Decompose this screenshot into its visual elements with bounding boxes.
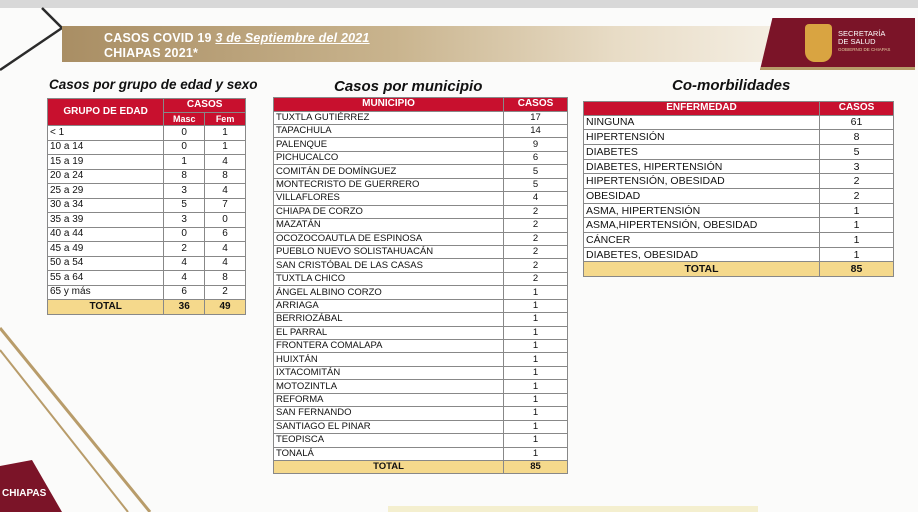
table-cell: 20 a 24 — [48, 169, 164, 184]
table-cell: 50 a 54 — [48, 256, 164, 271]
table-cell: 45 a 49 — [48, 242, 164, 257]
table-cell: 30 a 34 — [48, 198, 164, 213]
table-row — [584, 159, 894, 174]
table-cell: HIPERTENSIÓN — [584, 130, 820, 145]
table-cell: 9 — [504, 138, 568, 151]
table-cell: PUEBLO NUEVO SOLISTAHUACÁN — [274, 245, 504, 258]
table-cell: 5 — [504, 165, 568, 178]
table-cell: 0 — [205, 213, 246, 228]
table-cell: 2 — [504, 245, 568, 258]
table-cell: 55 a 64 — [48, 271, 164, 286]
table-row — [274, 165, 568, 178]
table-cell: 2 — [164, 242, 205, 257]
table-cell: 1 — [820, 203, 894, 218]
table-cell: 2 — [504, 232, 568, 245]
table-cell: HUIXTÁN — [274, 353, 504, 366]
table-cell: 4 — [205, 256, 246, 271]
table-row — [274, 340, 568, 353]
municipio-title: Casos por municipio — [334, 78, 483, 95]
age-sex-table — [47, 98, 246, 315]
table-cell: IXTACOMITÁN — [274, 366, 504, 379]
table-cell: 1 — [504, 353, 568, 366]
municipio-total-row: TOTAL 85 — [274, 460, 568, 473]
table-row — [48, 155, 246, 170]
table-cell: BERRIOZÁBAL — [274, 313, 504, 326]
table-cell: ASMA,HIPERTENSIÓN, OBESIDAD — [584, 218, 820, 233]
table-cell: 1 — [205, 140, 246, 155]
table-cell: REFORMA — [274, 393, 504, 406]
table-cell: OBESIDAD — [584, 189, 820, 204]
table-cell: 0 — [164, 140, 205, 155]
comorbilidades-total-row: TOTAL 85 — [584, 262, 894, 277]
municipio-table — [273, 97, 568, 474]
table-row — [274, 407, 568, 420]
table-cell: 1 — [504, 340, 568, 353]
col-header-fem: Fem — [205, 112, 246, 126]
table-cell: 35 a 39 — [48, 213, 164, 228]
table-cell: 40 a 44 — [48, 227, 164, 242]
table-cell: 15 a 19 — [48, 155, 164, 170]
table-cell: CHIAPA DE CORZO — [274, 205, 504, 218]
table-row — [274, 245, 568, 258]
table-row — [584, 115, 894, 130]
table-row — [584, 174, 894, 189]
table-cell: 8 — [820, 130, 894, 145]
table-cell: 5 — [164, 198, 205, 213]
table-row — [48, 126, 246, 141]
table-cell: 3 — [820, 159, 894, 174]
table-row — [274, 219, 568, 232]
table-row — [274, 299, 568, 312]
table-cell: TEOPISCA — [274, 434, 504, 447]
table-row — [274, 420, 568, 433]
comorbilidades-table — [583, 101, 894, 277]
table-row — [48, 256, 246, 271]
table-cell: HIPERTENSIÓN, OBESIDAD — [584, 174, 820, 189]
table-row — [274, 178, 568, 191]
table-row — [274, 259, 568, 272]
table-row — [584, 233, 894, 248]
table-cell: 1 — [504, 407, 568, 420]
table-row — [274, 326, 568, 339]
col-header-cases: CASOS — [504, 98, 568, 112]
table-cell: 7 — [205, 198, 246, 213]
table-row — [48, 169, 246, 184]
table-cell: VILLAFLORES — [274, 192, 504, 205]
table-cell: ARRIAGA — [274, 299, 504, 312]
table-cell: TAPACHULA — [274, 125, 504, 138]
table-cell: 4 — [164, 271, 205, 286]
table-row — [584, 144, 894, 159]
table-cell: 2 — [820, 189, 894, 204]
table-row — [584, 247, 894, 262]
report-date: 3 de Septiembre del 2021 — [215, 31, 370, 45]
table-row — [48, 285, 246, 300]
table-row — [274, 111, 568, 124]
table-cell: 1 — [504, 434, 568, 447]
table-cell: 1 — [164, 155, 205, 170]
table-row — [274, 205, 568, 218]
table-row — [274, 232, 568, 245]
table-row — [274, 434, 568, 447]
chiapas-brand-logo: CHIAPAS — [2, 488, 47, 499]
table-cell: SAN FERNANDO — [274, 407, 504, 420]
col-header-masc: Masc — [164, 112, 205, 126]
col-header-enfermedad: ENFERMEDAD — [584, 102, 820, 116]
table-row — [274, 393, 568, 406]
col-header-cases: CASOS — [820, 102, 894, 116]
table-cell: ASMA, HIPERTENSIÓN — [584, 203, 820, 218]
table-cell: 2 — [504, 205, 568, 218]
table-row — [48, 213, 246, 228]
table-cell: 1 — [820, 247, 894, 262]
table-cell: DIABETES, HIPERTENSIÓN — [584, 159, 820, 174]
table-cell: 1 — [504, 313, 568, 326]
table-row — [274, 353, 568, 366]
col-header-cases: CASOS — [164, 99, 246, 113]
table-cell: TONALÁ — [274, 447, 504, 460]
table-row — [48, 271, 246, 286]
table-cell: 4 — [205, 242, 246, 257]
table-cell: 2 — [205, 285, 246, 300]
table-cell: 4 — [205, 155, 246, 170]
table-cell: 6 — [504, 151, 568, 164]
coat-of-arms-icon — [805, 24, 832, 62]
age-sex-title: Casos por grupo de edad y sexo — [49, 77, 258, 92]
table-row — [274, 313, 568, 326]
table-row — [48, 242, 246, 257]
report-title: CASOS COVID 19 3 de Septiembre del 2021 CHIAPAS 2021* — [104, 31, 370, 60]
table-cell: OCOZOCOAUTLA DE ESPINOSA — [274, 232, 504, 245]
table-cell: 2 — [504, 272, 568, 285]
table-row — [584, 218, 894, 233]
table-cell: 61 — [820, 115, 894, 130]
table-cell: NINGUNA — [584, 115, 820, 130]
table-cell: 2 — [504, 219, 568, 232]
table-cell: 8 — [205, 271, 246, 286]
table-cell: 1 — [504, 447, 568, 460]
table-cell: 1 — [504, 326, 568, 339]
logo-text: SECRETARÍA DE SALUD GOBIERNO DE CHIAPAS — [838, 29, 891, 52]
table-row — [274, 272, 568, 285]
table-cell: 1 — [820, 233, 894, 248]
table-cell: 0 — [164, 126, 205, 141]
table-cell: 8 — [205, 169, 246, 184]
bottom-strip — [388, 506, 758, 512]
table-cell: 1 — [504, 420, 568, 433]
table-cell: 2 — [504, 259, 568, 272]
table-cell: MAZATÁN — [274, 219, 504, 232]
col-header-municipio: MUNICIPIO — [274, 98, 504, 112]
table-cell: 0 — [164, 227, 205, 242]
table-row — [274, 366, 568, 379]
table-row — [274, 151, 568, 164]
table-cell: 65 y más — [48, 285, 164, 300]
table-row — [274, 138, 568, 151]
table-cell: SAN CRISTÓBAL DE LAS CASAS — [274, 259, 504, 272]
table-row — [584, 203, 894, 218]
table-cell: 1 — [504, 380, 568, 393]
table-cell: 25 a 29 — [48, 184, 164, 199]
table-cell: 6 — [164, 285, 205, 300]
table-cell: < 1 — [48, 126, 164, 141]
table-cell: 6 — [205, 227, 246, 242]
table-cell: 1 — [504, 286, 568, 299]
table-cell: MONTECRISTO DE GUERRERO — [274, 178, 504, 191]
table-row — [274, 380, 568, 393]
table-row — [584, 189, 894, 204]
table-row — [584, 130, 894, 145]
table-cell: TUXTLA CHICO — [274, 272, 504, 285]
table-row — [48, 140, 246, 155]
table-cell: 2 — [820, 174, 894, 189]
table-cell: SANTIAGO EL PINAR — [274, 420, 504, 433]
table-row — [274, 447, 568, 460]
table-cell: 14 — [504, 125, 568, 138]
table-row — [48, 198, 246, 213]
table-cell: 4 — [164, 256, 205, 271]
table-cell: 10 a 14 — [48, 140, 164, 155]
table-cell: 1 — [820, 218, 894, 233]
table-cell: 8 — [164, 169, 205, 184]
table-cell: 3 — [164, 184, 205, 199]
table-cell: PICHUCALCO — [274, 151, 504, 164]
table-cell: FRONTERA COMALAPA — [274, 340, 504, 353]
table-row — [274, 192, 568, 205]
table-cell: DIABETES — [584, 144, 820, 159]
table-cell: MOTOZINTLA — [274, 380, 504, 393]
table-cell: 1 — [504, 393, 568, 406]
table-cell: 1 — [504, 366, 568, 379]
table-cell: 1 — [205, 126, 246, 141]
table-cell: ÁNGEL ALBINO CORZO — [274, 286, 504, 299]
table-cell: 17 — [504, 111, 568, 124]
age-total-row: TOTAL 36 49 — [48, 300, 246, 315]
comorbilidades-title: Co-morbilidades — [672, 77, 791, 94]
table-cell: 1 — [504, 299, 568, 312]
table-cell: 4 — [504, 192, 568, 205]
table-cell: TUXTLA GUTIÉRREZ — [274, 111, 504, 124]
table-cell: COMITÁN DE DOMÍNGUEZ — [274, 165, 504, 178]
table-row — [274, 125, 568, 138]
table-row — [274, 286, 568, 299]
table-cell: EL PARRAL — [274, 326, 504, 339]
table-cell: DIABETES, OBESIDAD — [584, 247, 820, 262]
table-cell: 4 — [205, 184, 246, 199]
table-row — [48, 227, 246, 242]
table-cell: 5 — [820, 144, 894, 159]
col-header-group: GRUPO DE EDAD — [48, 99, 164, 126]
table-row — [48, 184, 246, 199]
table-cell: CÁNCER — [584, 233, 820, 248]
table-cell: 5 — [504, 178, 568, 191]
table-cell: PALENQUE — [274, 138, 504, 151]
table-cell: 3 — [164, 213, 205, 228]
